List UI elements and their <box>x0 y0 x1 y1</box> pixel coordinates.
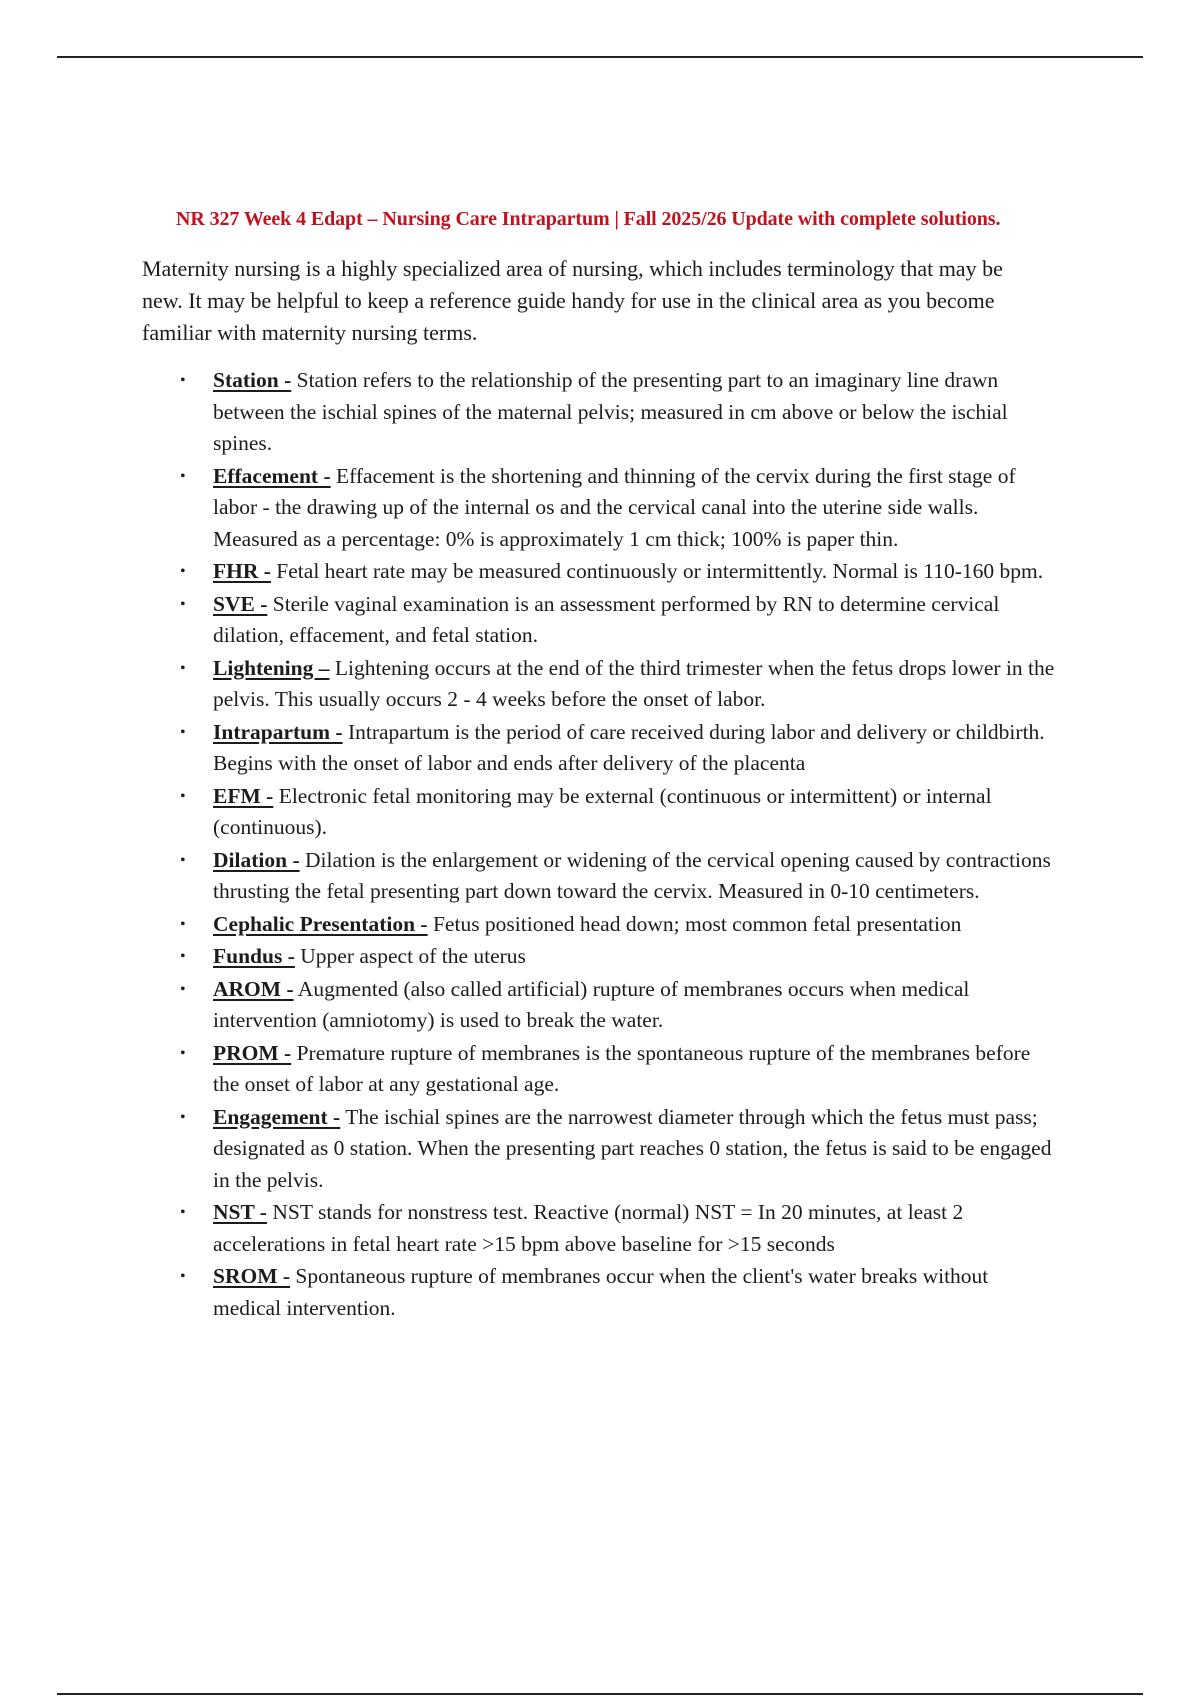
term-label: Cephalic Presentation - <box>213 911 428 936</box>
term-label: Lightening – <box>213 655 330 680</box>
term-label: Station - <box>213 368 292 392</box>
bullet-icon: • <box>180 595 186 613</box>
term-definition: Station refers to the relationship of the presenting part to an imaginary line drawn between the ischial spines of the maternal pelvis; measured in cm above or below the ischial spines. <box>213 368 1008 455</box>
term-label: SROM - <box>213 1264 291 1288</box>
term-label: Dilation - <box>213 847 300 872</box>
list-item <box>180 1102 1055 1197</box>
term-definition: Effacement is the shortening and thinning of the cervix during the first stage of labor - the drawing up of the internal os and the cervical canal into the uterine side walls. Measured as a percentage: 0% is approximately 1 cm thick; 100% is paper thin. <box>213 463 1016 551</box>
bullet-icon: • <box>180 1204 186 1221</box>
term-definition: NST stands for nonstress test. Reactive (normal) NST = In 20 minutes, at least 2 accelerations in fetal heart rate >15 bpm above baseline for >15 seconds <box>213 1200 964 1256</box>
footer-rule <box>57 1693 1143 1695</box>
term-label: NST - <box>213 1200 267 1224</box>
bullet-icon: • <box>180 467 186 485</box>
intro-paragraph: Maternity nursing is a highly specialized area of nursing, which includes terminology that may be new. It may be helpful to keep a reference guide handy for use in the clinical area as you become familiar with maternity nursing terms. <box>142 256 1003 345</box>
term-definition: Augmented (also called artificial) rupture of membranes occurs when medical intervention (amniotomy) is used to break the water. <box>213 976 970 1032</box>
term-label: AROM - <box>213 976 294 1001</box>
bullet-icon: • <box>180 1108 186 1126</box>
term-label: SVE - <box>213 591 268 616</box>
bullet-icon: • <box>180 372 186 389</box>
term-definition: Fetal heart rate may be measured continuously or intermittently. Normal is 110-160 bpm. <box>270 559 1044 583</box>
list-item <box>180 1038 1055 1101</box>
list-item <box>180 653 1055 716</box>
header-rule <box>57 56 1143 58</box>
term-label: Engagement - <box>213 1104 341 1129</box>
bullet-icon: • <box>180 1044 186 1062</box>
list-item <box>180 461 1055 556</box>
list-item <box>180 781 1055 844</box>
term-definition: Spontaneous rupture of membranes occur when the client's water breaks without medical intervention. <box>213 1264 989 1320</box>
bullet-icon: • <box>180 980 186 998</box>
term-label: PROM - <box>213 1040 292 1065</box>
term-definition: Upper aspect of the uterus <box>294 944 526 968</box>
list-item <box>180 974 1055 1037</box>
bullet-icon: • <box>180 563 186 580</box>
bullet-icon: • <box>180 915 186 933</box>
bullet-icon: • <box>180 723 186 741</box>
list-item <box>180 909 1055 941</box>
term-definition: Sterile vaginal examination is an assessment performed by RN to determine cervical dilation, effacement, and fetal station. <box>213 591 1000 647</box>
term-label: Fundus - <box>213 944 295 968</box>
document-title: NR 327 Week 4 Edapt – Nursing Care Intrapartum | Fall 2025/26 Update with complete solutions. <box>176 208 1001 230</box>
term-definition: Fetus positioned head down; most common fetal presentation <box>427 911 962 936</box>
bullet-icon: • <box>180 948 186 965</box>
term-definition: Lightening occurs at the end of the third trimester when the fetus drops lower in the pelvis. This usually occurs 2 - 4 weeks before the onset of labor. <box>213 655 1055 711</box>
bullet-icon: • <box>180 851 186 869</box>
list-item <box>180 1197 1055 1260</box>
list-item <box>180 1261 1055 1324</box>
bullet-icon: • <box>180 787 186 805</box>
list-item <box>180 717 1055 780</box>
bullet-icon: • <box>180 1268 186 1285</box>
terms-list <box>180 365 1055 1325</box>
term-definition: The ischial spines are the narrowest diameter through which the fetus must pass; designated as 0 station. When the presenting part reaches 0 station, the fetus is said to be engaged in the pelvis. <box>213 1104 1052 1192</box>
term-definition: Dilation is the enlargement or widening of the cervical opening caused by contractions thrusting the fetal presenting part down toward the cervix. Measured in 0-10 centimeters. <box>213 847 1051 903</box>
term-definition: Intrapartum is the period of care received during labor and delivery or childbirth. Begins with the onset of labor and ends after delivery of the placenta <box>213 719 1045 775</box>
term-definition: Premature rupture of membranes is the spontaneous rupture of the membranes before the onset of labor at any gestational age. <box>213 1040 1031 1096</box>
list-item <box>180 845 1055 908</box>
term-definition: Electronic fetal monitoring may be external (continuous or intermittent) or internal (continuous). <box>213 783 992 839</box>
bullet-icon: • <box>180 659 186 677</box>
term-label: FHR - <box>213 559 271 583</box>
term-label: EFM - <box>213 783 274 808</box>
list-item <box>180 941 1055 973</box>
list-item <box>180 589 1055 652</box>
term-label: Intrapartum - <box>213 719 343 744</box>
list-item <box>180 556 1055 588</box>
list-item <box>180 365 1055 460</box>
term-label: Effacement - <box>213 463 331 488</box>
